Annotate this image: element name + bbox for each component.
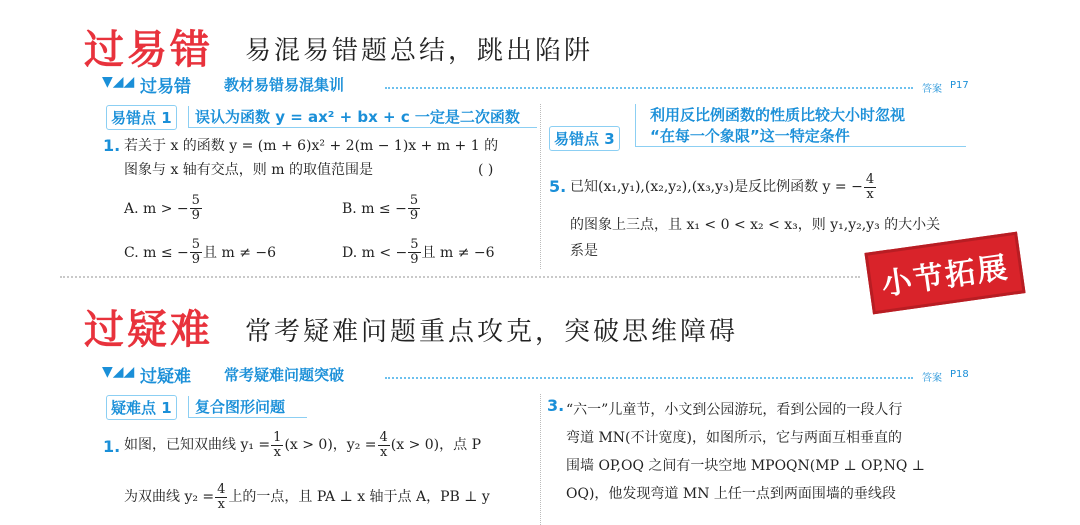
question-text-line: “六一”儿童节，小文到公园游玩，看到公园的一段人行 [566, 402, 903, 418]
divider [385, 87, 913, 89]
option-c[interactable] [124, 238, 276, 267]
fraction-num: 4 [379, 429, 388, 445]
fraction-num: 5 [191, 193, 200, 208]
fraction [215, 483, 227, 512]
column-divider [540, 104, 541, 269]
section1-bar-title: 过易错 [140, 77, 191, 97]
error-point-tag: 易错点 1 [106, 105, 177, 130]
question-text-part: 已知(x₁,y₁),(x₂,y₂),(x₃,y₃)是反比例函数 y = − [570, 179, 863, 195]
question-text [124, 478, 490, 516]
wings-icon: ▼◢◢ [102, 364, 135, 380]
difficulty-point-tag: 疑难点 1 [106, 395, 177, 420]
fraction-den: x [273, 444, 281, 460]
question-text: 的图象上三点，且 x₁ < 0 < x₂ < x₃，则 y₁,y₂,y₃ 的大小关 [570, 217, 941, 233]
option-a[interactable] [124, 194, 203, 223]
answer-page: P18 [950, 369, 969, 380]
fraction [864, 173, 876, 202]
question-text: 图象与 x 轴有交点，则 m 的取值范围是 [124, 162, 373, 178]
question-text-part: 如图，已知双曲线 y₁ = [124, 437, 271, 453]
fraction [408, 238, 420, 267]
question-text [570, 168, 877, 206]
question-text: 系是 [570, 243, 598, 259]
question-text [124, 426, 481, 464]
fraction-den: 9 [191, 252, 201, 267]
fraction-num: 5 [410, 237, 419, 252]
option-b[interactable] [342, 194, 421, 223]
option-b-text: B. m ≤ − [342, 200, 407, 217]
option-c-suffix: 且 m ≠ −6 [203, 244, 277, 261]
fraction [378, 431, 390, 460]
answer-label: 答案 [922, 84, 942, 95]
question-text [566, 396, 925, 508]
section2-bar-title: 过疑难 [140, 367, 191, 387]
option-a-text: A. m > − [124, 200, 189, 217]
answer-label: 答案 [922, 373, 942, 384]
question-text-part: 上的一点，且 PA ⊥ x 轴于点 A，PB ⊥ y [228, 489, 490, 505]
section-extension-stamp: 小节拓展 [864, 232, 1025, 315]
error-point-desc-box [635, 104, 966, 147]
question-text-line: 围墙 OP,OQ 之间有一块空地 MPOQN(MP ⊥ OP,NQ ⊥ [566, 458, 925, 474]
option-d-text: D. m < − [342, 244, 408, 261]
fraction-num: 5 [191, 237, 201, 252]
question-text-part: (x > 0)，点 P [390, 437, 482, 453]
answer-page: P17 [950, 80, 969, 91]
divider [385, 377, 913, 379]
section2-bar-subtitle: 常考疑难问题突破 [224, 366, 345, 384]
fraction-den: 9 [191, 208, 200, 223]
question-number: 5. [549, 177, 567, 196]
difficulty-point-desc: 复合图形问题 [188, 396, 307, 418]
fraction-den: 9 [409, 208, 419, 223]
section1-subtitle: 易混易错题总结，跳出陷阱 [245, 36, 594, 66]
column-divider [540, 394, 541, 525]
section1-bar-subtitle: 教材易错易混集训 [224, 76, 345, 94]
fraction-num: 1 [273, 429, 282, 445]
question-text: 若关于 x 的函数 y = (m + 6)x² + 2(m − 1)x + m + 1 的 [124, 138, 499, 154]
option-d[interactable] [342, 238, 495, 267]
fraction [190, 194, 202, 223]
error-point-desc: 误认为函数 y = ax² + bx + c 一定是二次函数 [188, 106, 537, 128]
fraction [190, 238, 202, 267]
section1-title: 过易错 [84, 27, 213, 73]
option-c-text: C. m ≤ − [124, 244, 189, 261]
section-separator [60, 276, 860, 278]
error-point-desc-line2: “在每一个象限”这一特定条件 [650, 127, 850, 145]
error-point-tag: 易错点 3 [549, 126, 620, 151]
fraction-num: 5 [409, 193, 419, 208]
question-text-part: 为双曲线 y₂ = [124, 489, 215, 505]
question-text-line: 弯道 MN(不计宽度)，如图所示，它与两面互相垂直的 [566, 430, 902, 446]
question-text-line: OQ)，他发现弯道 MN 上任一点到两面围墙的垂线段 [566, 486, 896, 502]
error-point-desc-line1: 利用反比例函数的性质比较大小时忽视 [650, 106, 906, 124]
answer-paren: ( ) [478, 162, 494, 178]
fraction-den: x [866, 186, 874, 202]
section2-title: 过疑难 [84, 307, 213, 353]
question-text-part: (x > 0)，y₂ = [284, 437, 377, 453]
section2-subtitle: 常考疑难问题重点攻克，突破思维障碍 [245, 317, 739, 347]
question-number: 1. [103, 136, 121, 155]
question-number: 3. [547, 396, 565, 415]
option-d-suffix: 且 m ≠ −6 [421, 244, 495, 261]
question-number: 1. [103, 437, 121, 456]
fraction [271, 431, 283, 460]
fraction-den: 9 [410, 252, 419, 267]
fraction-num: 4 [865, 171, 875, 187]
wings-icon: ▼◢◢ [102, 74, 135, 90]
fraction-den: x [217, 496, 225, 512]
fraction-num: 4 [217, 481, 226, 497]
fraction [408, 194, 420, 223]
fraction-den: x [379, 444, 388, 460]
